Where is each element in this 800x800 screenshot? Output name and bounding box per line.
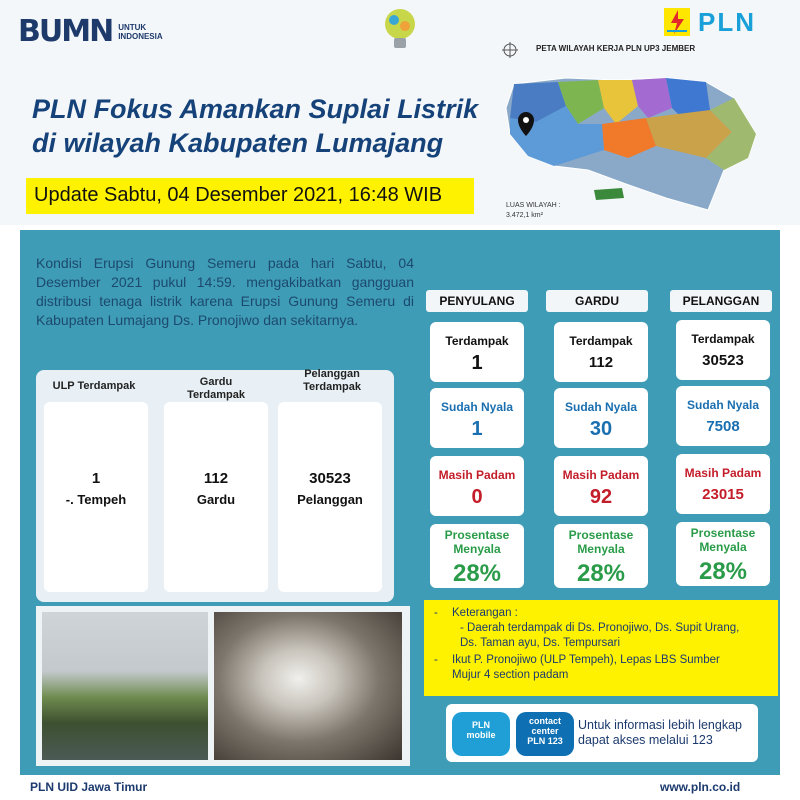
penyulang-masih-padam — [430, 456, 524, 516]
pelanggan-terdampak-label: Terdampak — [691, 332, 755, 346]
pelanggan-pros-value: 28% — [698, 558, 748, 585]
summary-head-gardu: Gardu Terdampak — [187, 376, 245, 401]
penyulang-padam-value: 0 — [471, 486, 483, 508]
bumn-logo — [18, 14, 163, 49]
map-area-value: 3.472,1 km² — [506, 212, 543, 219]
penyulang-prosentase — [430, 524, 524, 588]
summary-card-gardu — [164, 402, 268, 592]
pelanggan-pros-label1: Prosentase — [690, 526, 756, 540]
notes-heading: Keterangan : — [452, 607, 518, 619]
gardu-prosentase — [554, 524, 648, 588]
gardu-padam-value: 92 — [589, 486, 613, 508]
penyulang-nyala-value: 1 — [471, 418, 483, 440]
gardu-masih-padam — [554, 456, 648, 516]
summary-head-pelanggan: Pelanggan Terdampak — [303, 368, 361, 393]
contact-center-line1: contact — [528, 716, 561, 726]
gardu-pros-label2: Menyala — [577, 542, 625, 556]
pln-bolt-icon — [662, 6, 692, 38]
col-title-pelanggan: PELANGGAN — [670, 290, 772, 312]
pelanggan-terdampak-value: 30523 — [702, 352, 744, 369]
lightbulb-icon — [378, 6, 422, 54]
gardu-pros-value: 28% — [576, 560, 626, 587]
map-title: PETA WILAYAH KERJA PLN UP3 JEMBER — [536, 44, 696, 53]
summary-value-gardu: 112 — [203, 470, 229, 487]
penyulang-terdampak — [430, 322, 524, 382]
penyulang-terdampak-value: 1 — [471, 352, 483, 374]
penyulang-sudah-nyala — [430, 388, 524, 448]
pelanggan-prosentase — [676, 522, 770, 586]
pelanggan-nyala-label: Sudah Nyala — [686, 398, 760, 412]
penyulang-nyala-label: Sudah Nyala — [440, 400, 514, 414]
intro-text: Kondisi Erupsi Gunung Semeru pada hari Sabtu, 04 Desember 2021 pukul 14:59. mengakibatkan gangguan distribusi tenaga listrik karena Erupsi Gunung Semeru di Kabupaten Lumajang Ds. Pronojiwo dan sekitarnya. — [36, 255, 414, 328]
penyulang-pros-label1: Prosentase — [444, 528, 510, 542]
pln-logo-word: PLN — [698, 6, 756, 37]
summary-unit-ulp: -. Tempeh — [65, 492, 127, 507]
eruption-photo-road — [42, 612, 208, 760]
notes-line-2: Ds. Taman ayu, Ds. Tempursari — [460, 637, 620, 649]
pelanggan-padam-label: Masih Padam — [684, 466, 762, 480]
pln-mobile-line2: mobile — [466, 730, 496, 740]
notes-bullet: - — [434, 654, 438, 666]
penyulang-pros-value: 28% — [452, 560, 502, 587]
notes-line-1: - Daerah terdampak di Ds. Pronojiwo, Ds. Supit Urang, — [460, 622, 740, 634]
contact-text-line2: dapat akses melalui 123 — [578, 733, 713, 747]
notes-box — [424, 600, 778, 696]
col-title-gardu: GARDU — [546, 290, 648, 312]
summary-card-ulp — [44, 402, 148, 592]
pelanggan-sudah-nyala — [676, 386, 770, 446]
pelanggan-pros-label2: Menyala — [699, 540, 747, 554]
pln-mobile-icon[interactable] — [452, 712, 510, 756]
summary-value-pelanggan: 30523 — [309, 470, 351, 487]
eruption-photo-ash — [214, 612, 402, 760]
gardu-terdampak-label: Terdampak — [569, 334, 633, 348]
contact-text-line1: Untuk informasi lebih lengkap — [578, 718, 742, 732]
footer-org: PLN UID Jawa Timur — [30, 780, 148, 794]
gardu-pros-label1: Prosentase — [568, 528, 634, 542]
gardu-nyala-value: 30 — [589, 418, 613, 440]
contact-center-line2: center — [531, 726, 559, 736]
bumn-logo-sub2: INDONESIA — [118, 31, 163, 41]
notes-line-4: Mujur 4 section padam — [452, 669, 569, 681]
notes-line-3: Ikut P. Pronojiwo (ULP Tempeh), Lepas LBS Sumber — [452, 654, 720, 666]
penyulang-pros-label2: Menyala — [453, 542, 501, 556]
title-line-2: di wilayah Kabupaten Lumajang — [32, 128, 444, 158]
footer-website-link[interactable]: www.pln.co.id — [660, 780, 741, 794]
gardu-padam-label: Masih Padam — [562, 468, 640, 482]
col-title-penyulang: PENYULANG — [426, 290, 528, 312]
contact-center-line3: PLN 123 — [527, 736, 563, 746]
summary-head-ulp: ULP Terdampak — [52, 380, 136, 392]
page-title — [32, 92, 478, 160]
bumn-logo-sub1: UNTUK — [118, 22, 147, 32]
contact-box — [446, 704, 758, 762]
gardu-nyala-label: Sudah Nyala — [564, 400, 638, 414]
contact-text — [578, 718, 742, 748]
pln-mobile-line1: PLN — [472, 720, 490, 730]
pelanggan-padam-value: 23015 — [702, 486, 744, 503]
gardu-terdampak — [554, 322, 648, 382]
summary-unit-gardu: Gardu — [196, 492, 236, 507]
region-map — [496, 38, 796, 224]
gardu-terdampak-value: 112 — [588, 354, 614, 371]
pln-logo — [662, 6, 756, 38]
gardu-sudah-nyala — [554, 388, 648, 448]
update-banner: Update Sabtu, 04 Desember 2021, 16:48 WIB — [26, 178, 474, 214]
summary-value-ulp: 1 — [91, 470, 101, 487]
map-graphic — [496, 38, 796, 224]
penyulang-terdampak-label: Terdampak — [445, 334, 509, 348]
pelanggan-terdampak — [676, 320, 770, 380]
contact-center-icon[interactable] — [516, 712, 574, 756]
summary-unit-pelanggan: Pelanggan — [297, 492, 363, 507]
summary-card-pelanggan — [278, 402, 382, 592]
pelanggan-nyala-value: 7508 — [706, 418, 740, 435]
notes-bullet: - — [434, 607, 438, 619]
map-area-label: LUAS WILAYAH : — [506, 202, 561, 209]
title-line-1: PLN Fokus Amankan Suplai Listrik — [32, 94, 479, 124]
pelanggan-masih-padam — [676, 454, 770, 514]
penyulang-padam-label: Masih Padam — [438, 468, 516, 482]
bumn-logo-word: BUMN — [18, 14, 113, 49]
